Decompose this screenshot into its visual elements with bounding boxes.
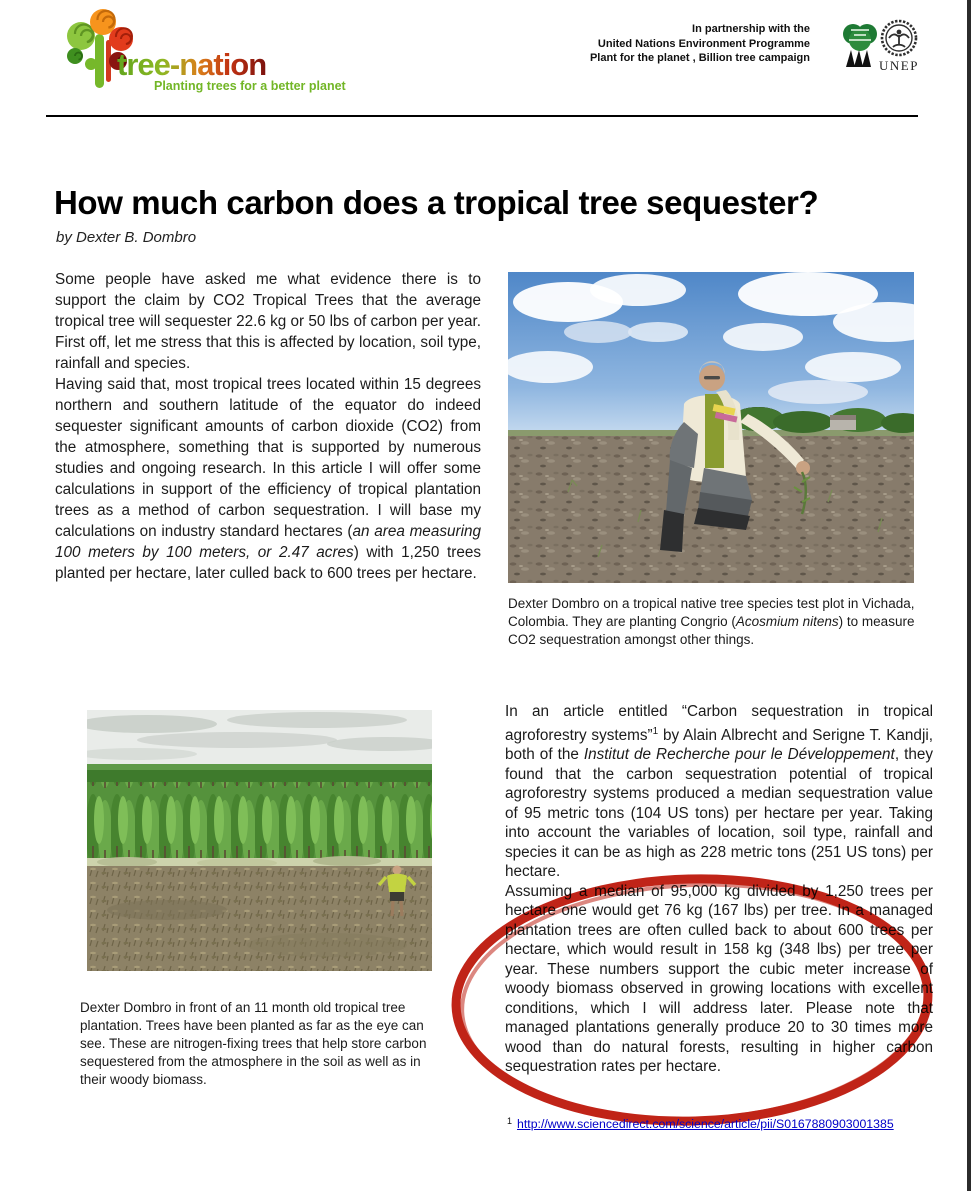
left-column-text (55, 269, 481, 584)
paragraph: Assuming a median of 95,000 kg divided by 1,250 trees per hectare one would get 76 kg (167 lbs) per tree. In a managed plantation trees are often culled back to about 600 trees per hectare, which would result in 158 kg (348 lbs) per tree per year. These numbers support the cubic meter increase of woody biomass observed in growing locations with excellent conditions, which I will address later. Please note that managed plantations generally produce 20 to 30 times more wood than do natural forests, resulting in higher carbon sequestration rates per hectare. (505, 882, 933, 1076)
byline: by Dexter B. Dombro (56, 229, 197, 246)
paragraph: In an article entitled “Carbon sequestration in tropical agroforestry systems”$^1$ by Alain Albrecht and Serigne T. Kandji, both of the Institut de Recherche pour le Développement, they found that the carbon sequestration potential of tropical agroforestry systems produced a median sequestration value of 95 metric tons (104 US tons) per hectare per year. Taking into account the variables of location, soil type, rainfall and species it can be as high as 228 metric tons (251 US tons) per hectare. (505, 703, 934, 881)
page-right-border (967, 0, 971, 1191)
paragraph: Some people have asked me what evidence there is to support the claim by CO2 Tropical Trees that the average tropical tree will sequester 22.6 kg or 50 lbs of carbon per year. First off, let me stress that this is affected by location, soil type, rainfall and species. (55, 271, 481, 372)
footnote-marker: 1 (507, 1116, 513, 1126)
photo2-plantation-rows (87, 782, 432, 864)
footnote-link[interactable]: http://www.sciencedirect.com/science/article/pii/S0167880903001385 (517, 1117, 894, 1131)
unep-logo (876, 18, 922, 74)
partnership-line-3: Plant for the planet , Billion tree campaign (589, 52, 810, 64)
partnership-line-2: United Nations Environment Programme (597, 37, 810, 50)
unep-label-text: UNEP (879, 58, 919, 73)
page-title: How much carbon does a tropical tree sequester? (54, 184, 819, 221)
photo-dexter-test-plot (508, 272, 914, 583)
photo1-caption: Dexter Dombro on a tropical native tree species test plot in Vichada, Colombia. They are planting Congrio (Acosmium nitens) to measure CO2 sequestration amongst other things. (508, 596, 915, 647)
right-column-text (505, 702, 933, 1077)
photo2-caption: Dexter Dombro in front of an 11 month old tropical tree plantation. Trees have been planted as far as the eye can see. These are nitrogen-fixing trees that help store carbon sequestered from the atmosphere in the soil as well as in their woody biomass. (80, 1000, 427, 1087)
brand-wordmark: tree-nation (117, 47, 267, 82)
footnote (507, 1117, 894, 1131)
plant-for-the-planet-logo (843, 20, 877, 68)
photo-tree-plantation (87, 710, 432, 971)
partnership-text (450, 22, 810, 66)
brand-tagline: Planting trees for a better planet (154, 79, 346, 93)
paragraph: Having said that, most tropical trees located within 15 degrees northern and southern latitude of the equator do indeed sequester significant amounts of carbon dioxide (CO2) from the atmosphere, something that is supported by numerous studies and ongoing research. In this article I will offer some calculations in support of the efficiency of tropical plantation trees as a method of carbon sequestration. I will base my calculations on industry standard hectares (an area measuring 100 meters by 100 meters, or 2.47 acres) with 1,250 trees planted per hectare, later culled back to 600 trees per hectare. (55, 376, 481, 582)
partnership-line-1: In partnership with the (692, 23, 810, 35)
header-divider (46, 115, 918, 117)
